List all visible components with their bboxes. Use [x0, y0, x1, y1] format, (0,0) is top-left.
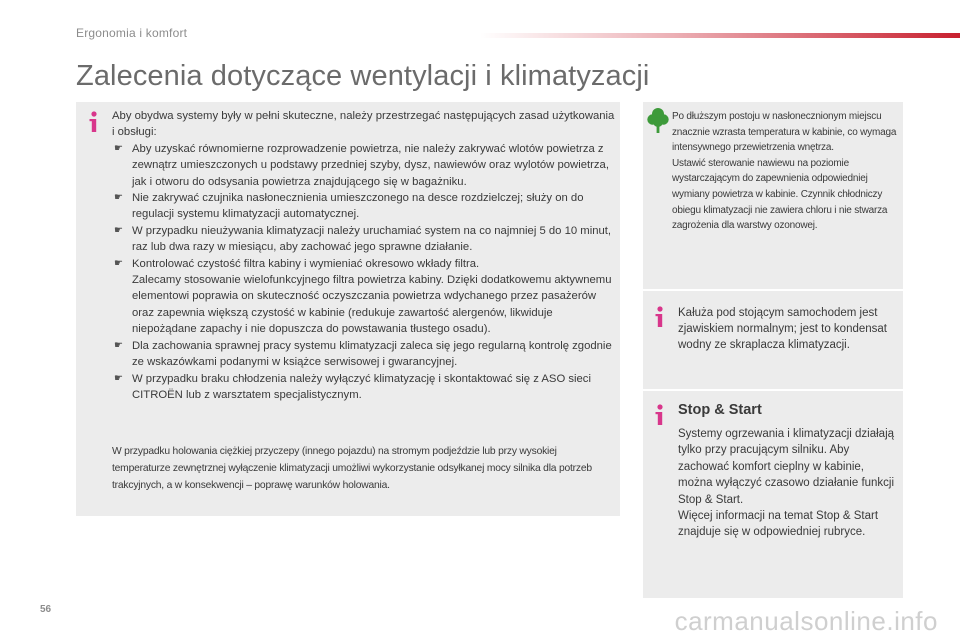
info-icon — [653, 404, 667, 426]
list-item-text: Nie zakrywać czujnika nasłonecznienia umieszczonego na desce rozdzielczej; służy on do regulacji systemu klimatyzacji automatycznej. — [132, 192, 584, 221]
stop-start-text: Systemy ogrzewania i klimatyzacji działają tylko przy pracującym silniku. Aby zachować komfort cieplny w kabinie, można wyłączyć czasowo działanie funkcji Stop & Start. Więcej informacji na temat Stop & Start znajduje się w odpowiedniej rubryce. — [678, 428, 895, 539]
list-item-text: Aby uzyskać równomierne rozprowadzenie powietrza, nie należy zakrywać wlotów powietrza z zewnątrz umieszczonych u podstawy przedniej szyby, dysz, nawiewów oraz wylotów powietrza, jak i otworu do odsysania powietrza znajdującego się w bagażniku. — [132, 142, 609, 188]
recommendation-list — [112, 141, 616, 404]
info-icon — [653, 306, 667, 328]
section-label: Ergonomia i komfort — [76, 26, 188, 40]
list-item-text: W przypadku nieużywania klimatyzacji należy uruchamiać system na co najmniej 5 do 10 minut, raz lub dwa razy w miesiącu, aby zachować jego sprawne działanie. — [132, 224, 612, 254]
list-item — [112, 190, 616, 223]
towing-note: W przypadku holowania ciężkiej przyczepy (innego pojazdu) na stromym podjeździe lub przy wysokiej temperaturze zewnętrznej wyłączenie klimatyzacji umożliwi wykorzystanie odsyłkanej mocy silnika dla potrzeb trakcyjnych, a w konsekwencji – poprawę warunków holowania. — [112, 446, 592, 491]
list-item-text: Dla zachowania sprawnej pracy systemu klimatyzacji zaleca się jego regularną kontrolę zgodnie ze wskazówkami podanymi w książce serwisowej i gwarancyjnej. — [132, 339, 612, 369]
list-item — [112, 338, 616, 371]
list-item-text: Kontrolować czystość filtra kabiny i wymieniać okresowo wkłady filtra. Zalecamy stosowanie wielofunkcyjnego filtra powietrza kabiny. Dzięki dodatkowemu aktywnemu elementowi poprawia on skuteczność oczyszczania powietrza wdychanego przez pasażerów oraz zapewnia większą czystość w kabinie (redukuje zawartość alergenów, likwiduje niepożądane zapachy i nie dopuszcza do powstawania tłustego osadu). — [132, 257, 612, 336]
pointing-hand-icon: ☛ — [114, 224, 123, 236]
page-title: Zalecenia dotyczące wentylacji i klimatyzacji — [76, 60, 650, 92]
list-item — [112, 371, 616, 404]
condensation-note: Kałuża pod stojącym samochodem jest zjawiskiem normalnym; jest to kondensat wodny ze skraplacza klimatyzacji. — [678, 307, 887, 352]
info-icon — [87, 111, 101, 133]
page-number: 56 — [40, 604, 52, 615]
pointing-hand-icon: ☛ — [114, 257, 123, 269]
pointing-hand-icon: ☛ — [114, 142, 123, 154]
eco-note — [672, 109, 900, 234]
stop-start-title: Stop & Start — [678, 402, 762, 418]
main-intro: Aby obydwa systemy były w pełni skuteczne, należy przestrzegać następujących zasad użytkowania i obsługi: — [112, 110, 615, 139]
list-item — [112, 256, 616, 338]
divider — [643, 289, 903, 291]
accent-bar — [480, 33, 960, 38]
eco-paragraph: Ustawić sterowanie nawiewu na poziomie wystarczającym do zapewnienia odpowiedniej wymiany powietrza w kabinie. Czynnik chłodniczy obiegu klimatyzacji nie zawiera chloru i nie stwarza zagrożenia dla warstwy ozonowej. — [672, 157, 888, 232]
watermark: carmanualsonline.info — [674, 606, 938, 636]
divider — [643, 389, 903, 391]
pointing-hand-icon: ☛ — [114, 192, 123, 204]
main-info-text — [112, 108, 616, 403]
pointing-hand-icon: ☛ — [114, 372, 123, 384]
list-item — [112, 141, 616, 190]
pointing-hand-icon: ☛ — [114, 339, 123, 351]
list-item — [112, 223, 616, 256]
tree-icon — [647, 107, 669, 134]
list-item-text: W przypadku braku chłodzenia należy wyłączyć klimatyzację i skontaktować się z ASO sieci CITROËN lub z warsztatem specjalistycznym. — [132, 372, 591, 401]
eco-paragraph: Po dłuższym postoju w nasłonecznionym miejscu znacznie wzrasta temperatura w kabinie, co wymaga intensywnego przewietrzenia wnętrza. — [672, 111, 897, 154]
